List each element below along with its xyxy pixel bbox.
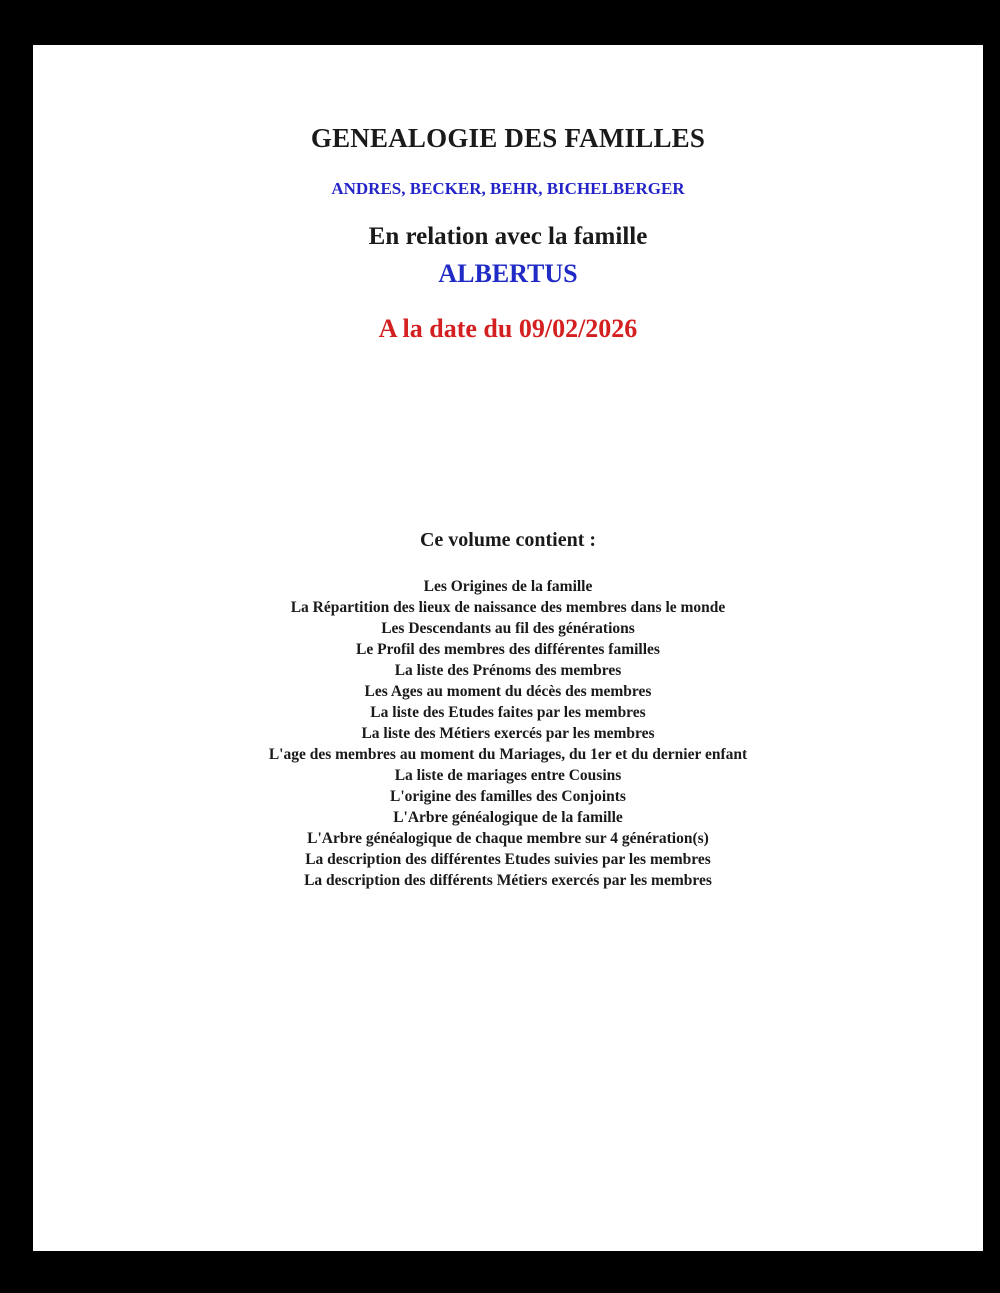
contents-item: L'age des membres au moment du Mariages, du 1er et du dernier enfant: [268, 746, 748, 763]
contents-item: Les Descendants au fil des générations: [381, 620, 635, 637]
contents-heading: Ce volume contient :: [419, 529, 597, 551]
document-title: GENEALOGIE DES FAMILLES: [310, 123, 706, 153]
contents-item: La liste des Etudes faites par les membres: [370, 704, 646, 721]
contents-list: [33, 576, 983, 891]
contents-item: Les Ages au moment du décès des membres: [364, 683, 652, 700]
contents-item: L'origine des familles des Conjoints: [390, 788, 626, 805]
family-names-line: ANDRES, BECKER, BEHR, BICHELBERGER: [331, 179, 685, 198]
contents-item: L'Arbre généalogique de chaque membre sur 4 génération(s): [307, 830, 709, 847]
contents-item: Les Origines de la famille: [423, 578, 593, 595]
date-line: A la date du 09/02/2026: [378, 314, 638, 343]
contents-item: La Répartition des lieux de naissance des membres dans le monde: [290, 599, 726, 616]
related-family-name: ALBERTUS: [438, 259, 578, 288]
contents-item: L'Arbre généalogique de la famille: [393, 809, 623, 826]
document-page: [33, 45, 983, 1251]
contents-item: La description des différentes Etudes suivies par les membres: [305, 851, 711, 868]
contents-item: La liste des Métiers exercés par les membres: [361, 725, 655, 742]
contents-item: Le Profil des membres des différentes familles: [356, 641, 660, 658]
contents-item: La liste des Prénoms des membres: [394, 662, 622, 679]
contents-item: La liste de mariages entre Cousins: [394, 767, 622, 784]
contents-item: La description des différents Métiers exercés par les membres: [304, 872, 712, 889]
relation-text: En relation avec la famille: [368, 223, 648, 250]
